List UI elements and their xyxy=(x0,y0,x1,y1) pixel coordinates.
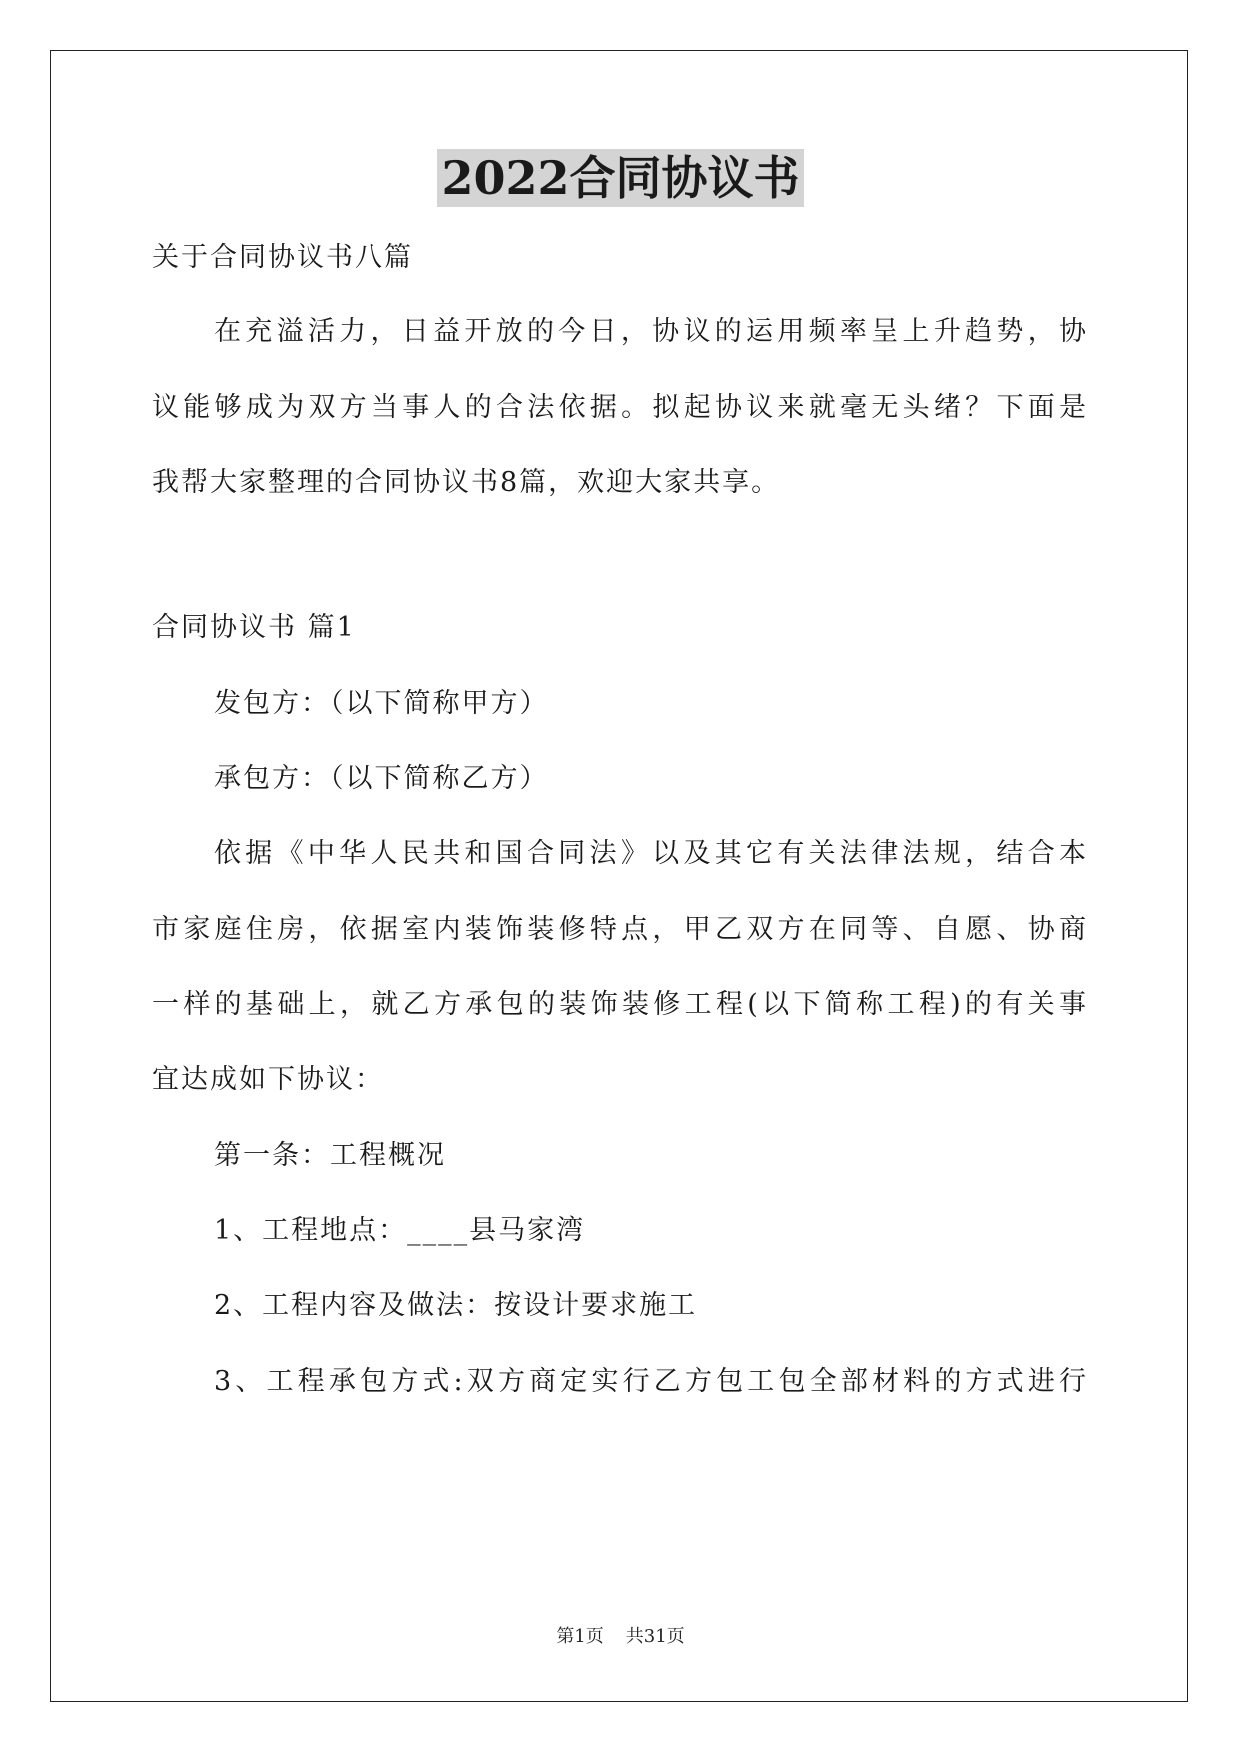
document-subtitle: 关于合同协议书八篇 xyxy=(152,242,413,273)
party-b-line: 承包方：（以下简称乙方） xyxy=(214,763,549,794)
document-title xyxy=(0,148,1241,208)
basis-line-3: 一样的基础上，就乙方承包的装饰装修工程(以下简称工程)的有关事 xyxy=(152,989,1088,1020)
party-a-line: 发包方：（以下简称甲方） xyxy=(214,688,549,719)
page-number: 第1页 xyxy=(556,1626,604,1647)
basis-line-2: 市家庭住房，依据室内装饰装修特点，甲乙双方在同等、自愿、协商 xyxy=(152,914,1088,945)
section-heading: 合同协议书 篇1 xyxy=(152,612,356,643)
basis-line-1: 依据《中华人民共和国合同法》以及其它有关法律法规，结合本 xyxy=(214,838,1088,869)
intro-line-3: 我帮大家整理的合同协议书8篇，欢迎大家共享。 xyxy=(152,467,781,498)
page-total: 共31页 xyxy=(625,1626,685,1647)
article-1-heading: 第一条：工程概况 xyxy=(214,1140,446,1171)
page-footer xyxy=(0,1625,1241,1649)
intro-line-1: 在充溢活力，日益开放的今日，协议的运用频率呈上升趋势，协 xyxy=(214,316,1088,347)
article-1-item-3: 3、工程承包方式:双方商定实行乙方包工包全部材料的方式进行 xyxy=(214,1366,1088,1397)
article-1-item-2: 2、工程内容及做法：按设计要求施工 xyxy=(214,1290,698,1321)
page-border xyxy=(50,50,1188,1702)
intro-line-2: 议能够成为双方当事人的合法依据。拟起协议来就毫无头绪？下面是 xyxy=(152,392,1088,423)
basis-line-4: 宜达成如下协议： xyxy=(152,1064,384,1095)
article-1-item-1: 1、工程地点：____县马家湾 xyxy=(214,1215,586,1246)
document-title-text: 2022合同协议书 xyxy=(437,149,803,207)
